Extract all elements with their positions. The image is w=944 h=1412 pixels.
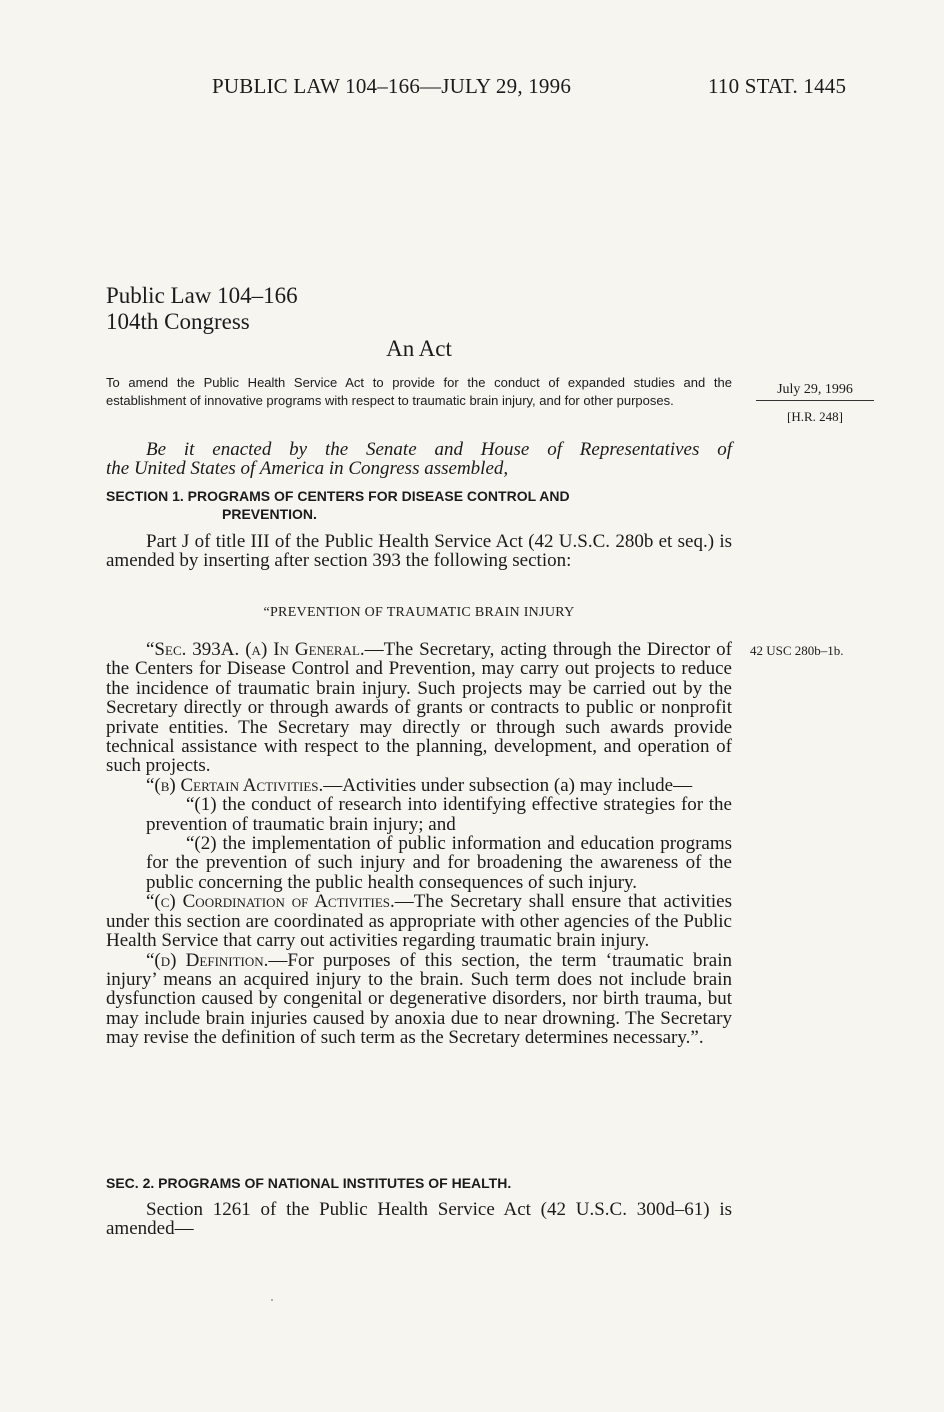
inserted-section-heading: “PREVENTION OF TRAUMATIC BRAIN INJURY (263, 605, 575, 620)
sidenote-bill: [H.R. 248] (787, 409, 843, 424)
law-title-block (106, 283, 298, 335)
public-law-number: Public Law 104–166 (106, 283, 298, 308)
subsection-a-lead: “Sec. 393A. (a) In General. (146, 639, 365, 660)
paragraph-b2: “(2) the implementation of public information and education programs for the prevention of such injury and for broadening the awareness of the public concerning the public health consequences of such injury. (146, 833, 732, 893)
enacting-clause (106, 440, 732, 478)
sidenote-date: July 29, 1996 (756, 382, 874, 401)
subsection-a-text: —The Secretary, acting through the Director of the Centers for Disease Control and Prevention, may carry out projects to reduce the incidence of traumatic brain injury. Such projects may be carried out by the Secretary directly or through awards of grants or contracts to public or nonprofit private entities. The Secretary may directly or through such awards provide technical assistance with respect to the planning, development, and operation of such projects. (106, 639, 732, 777)
act-title: An Act (386, 336, 452, 361)
section-1-heading-line1: SECTION 1. PROGRAMS OF CENTERS FOR DISEASE CONTROL AND (106, 488, 570, 504)
purpose-statement: To amend the Public Health Service Act to provide for the conduct of expanded studies and the establishment of innovative programs with respect to traumatic brain injury, and for other purposes. (106, 375, 732, 408)
section-1-heading-line2: PREVENTION. (222, 506, 317, 522)
section-1-text: Part J of title III of the Public Health Service Act (42 U.S.C. 280b et seq.) is amended by inserting after section 393 the following section: (106, 531, 732, 572)
subsection-d (106, 951, 732, 1048)
subsection-b-lead: “(b) Certain Activities. (146, 774, 324, 796)
section-393a-body (106, 640, 732, 1048)
paragraph-b1: “(1) the conduct of research into identifying effective strategies for the prevention of traumatic brain injury; and (146, 794, 732, 835)
scan-speck (271, 1299, 273, 1301)
subsection-b-text: —Activities under subsection (a) may include— (323, 774, 693, 796)
subsection-b (106, 776, 732, 795)
running-head (0, 74, 944, 100)
enacting-clause-line1: Be it enacted by the Senate and House of Representatives of (146, 439, 732, 460)
subsection-d-lead: “(d) Definition. (146, 949, 269, 971)
section-2-heading: SEC. 2. PROGRAMS OF NATIONAL INSTITUTES OF HEALTH. (106, 1175, 512, 1191)
subsection-c-text: —The Secretary shall ensure that activities under this section are coordinated as appropriate with other agencies of the Public Health Service that carry out activities regarding traumatic brain injury. (106, 891, 732, 952)
sidenote-date-bill (756, 382, 874, 425)
subsection-d-text: —For purposes of this section, the term ‘traumatic brain injury’ means an acquired injury to the brain. Such term does not include brain dysfunction caused by congenital or degenerative disorders, nor birth trauma, but may include brain injuries caused by anoxia due to near drowning. The Secretary may revise the definition of such term as the Secretary determines necessary.”. (106, 949, 732, 1049)
running-head-left: PUBLIC LAW 104–166—JULY 29, 1996 (212, 74, 572, 98)
subsection-a (106, 640, 732, 776)
sidenote-usc-citation: 42 USC 280b–1b. (750, 643, 844, 658)
enacting-clause-line2: the United States of America in Congress assembled, (106, 458, 509, 479)
running-head-right: 110 STAT. 1445 (708, 74, 847, 98)
section-2-text: Section 1261 of the Public Health Service Act (42 U.S.C. 300d–61) is amended— (106, 1199, 732, 1240)
subsection-c-lead: “(c) Coordination of Activities. (146, 891, 395, 913)
congress-number: 104th Congress (106, 309, 250, 334)
subsection-c (106, 892, 732, 950)
section-1-heading (106, 487, 732, 523)
